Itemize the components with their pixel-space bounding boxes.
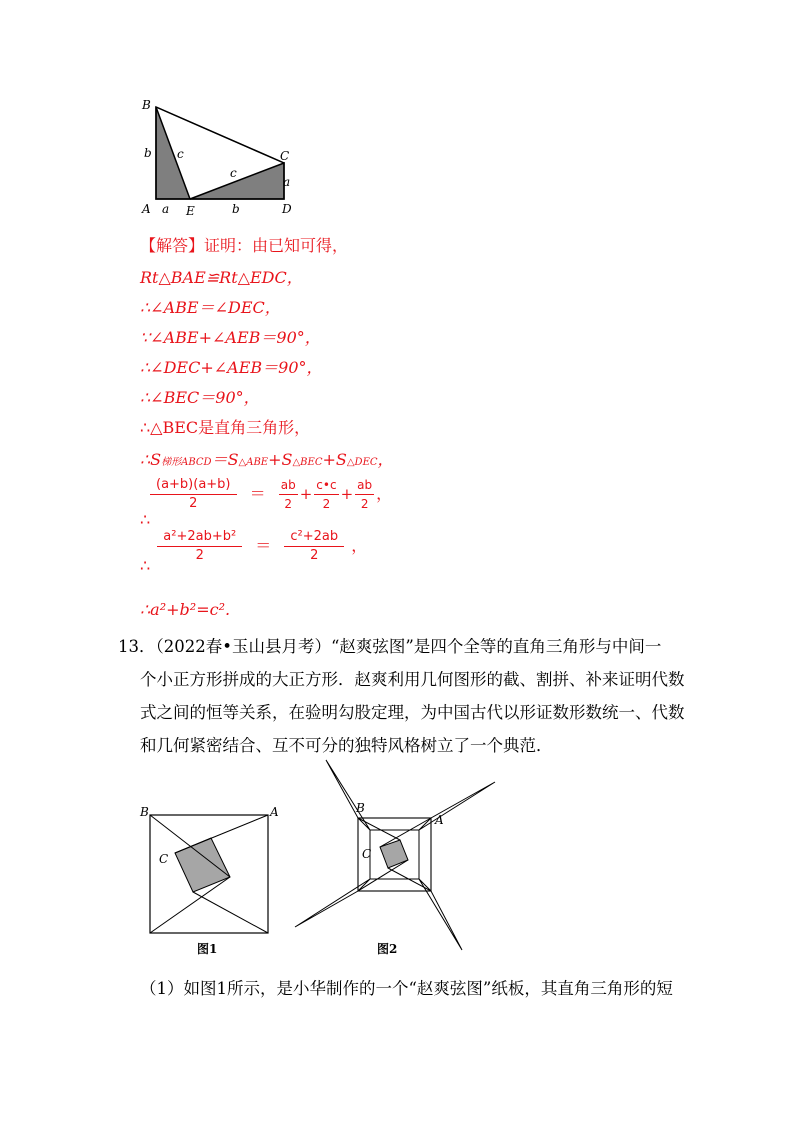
fig2-label-B: B: [356, 801, 365, 815]
question-13-part-1: （1）如图1所示，是小华制作的一个“赵爽弦图”纸板，其直角三角形的短: [140, 979, 673, 998]
figure-2: [290, 752, 505, 962]
label-b-bottom: b: [232, 202, 240, 216]
solution-line-2: ∴∠ABE＝∠DEC，: [140, 298, 281, 317]
fig1-label-B: B: [140, 805, 149, 819]
fig1-caption: 图1: [197, 942, 218, 956]
solution-line-7: ∴S梯形ABCD＝S△ABE+S△BEC+S△DEC，: [140, 450, 394, 469]
equation-1: $\frac{(a+b)(a+b)}{2}$ ＝ $\frac{ab}{2}$ + $\frac{c•c}{2}$ + $\frac{ab}{2}$ ，: [148, 476, 392, 513]
fig1-label-A: A: [270, 805, 279, 819]
eq2-rhs-fraction: $\frac{\text{c²+2ab}}{2}$: [284, 528, 344, 565]
fig2-label-C: C: [362, 847, 372, 861]
label-a-bottom: a: [162, 202, 170, 216]
label-D: D: [282, 202, 292, 216]
answer-intro: 证明：由已知可得，: [204, 236, 349, 255]
question-13-line-3: 式之间的恒等关系，在验明勾股定理，为中国古代以形证数形数统一、代数: [140, 703, 685, 722]
solution-final: ∴a²+b²=c².: [140, 600, 231, 619]
question-number: 13．: [118, 637, 156, 656]
label-b-left: b: [144, 146, 152, 160]
question-13-line-4: 和几何紧密结合、互不可分的独特风格树立了一个典范．: [140, 736, 553, 755]
fig2-caption: 图2: [377, 942, 398, 956]
equation-2: ∴ $\frac{\text{a²+2ab+b²}}{2}$ ＝ $\frac{\text{c²+2ab}}{2}$ ，: [140, 529, 368, 575]
figure-1: [135, 800, 285, 960]
answer-tag: 【解答】: [140, 236, 205, 255]
label-E: E: [186, 204, 195, 218]
label-A: A: [142, 202, 151, 216]
label-a-right: a: [283, 175, 291, 189]
trapezoid-figure: [130, 95, 310, 220]
solution-line-1: Rt△BAE≌Rt△EDC，: [140, 268, 303, 287]
question-13-line-1: 13．（2022春•玉山县月考）“赵爽弦图”是四个全等的直角三角形与中间一: [118, 637, 662, 656]
fig2-spike-right: [419, 782, 495, 830]
label-c-left: c: [177, 147, 184, 161]
shaded-triangle-edc: [190, 163, 284, 199]
fig2-spike-left: [295, 879, 370, 927]
fig2-spike-bottom: [419, 879, 462, 950]
label-B: B: [142, 98, 151, 112]
solution-intro: [140, 236, 348, 256]
solution-line-3: ∵∠ABE+∠AEB＝90°，: [140, 328, 321, 347]
eq2-lhs-fraction: $\frac{\text{a²+2ab+b²}}{2}$: [157, 528, 242, 565]
eq1-term3-fraction: $\frac{ab}{2}$: [357, 478, 373, 511]
eq1-term1-fraction: $\frac{ab}{2}$: [280, 478, 296, 511]
fig2-label-A: A: [435, 813, 444, 827]
therefore-eq1: ∴: [140, 510, 151, 529]
eq1-term2-fraction: $\frac{c•c}{2}$: [316, 478, 337, 511]
fig1-center-square: [175, 838, 230, 892]
solution-line-6: ∴△BEC是直角三角形，: [140, 418, 311, 437]
shaded-triangle-bae: [156, 107, 190, 199]
label-C: C: [280, 149, 290, 163]
label-c-mid: c: [230, 166, 237, 180]
solution-line-5: ∴∠BEC＝90°，: [140, 388, 260, 407]
solution-line-4: ∴∠DEC+∠AEB＝90°，: [140, 358, 323, 377]
eq1-lhs-fraction: $\frac{(a+b)(a+b)}{2}$: [150, 476, 237, 513]
fig1-label-C: C: [159, 852, 169, 866]
fig2-spike-top: [326, 760, 370, 830]
question-13-line-2: 个小正方形拼成的大正方形．赵爽利用几何图形的截、割拼、补来证明代数: [140, 670, 685, 689]
